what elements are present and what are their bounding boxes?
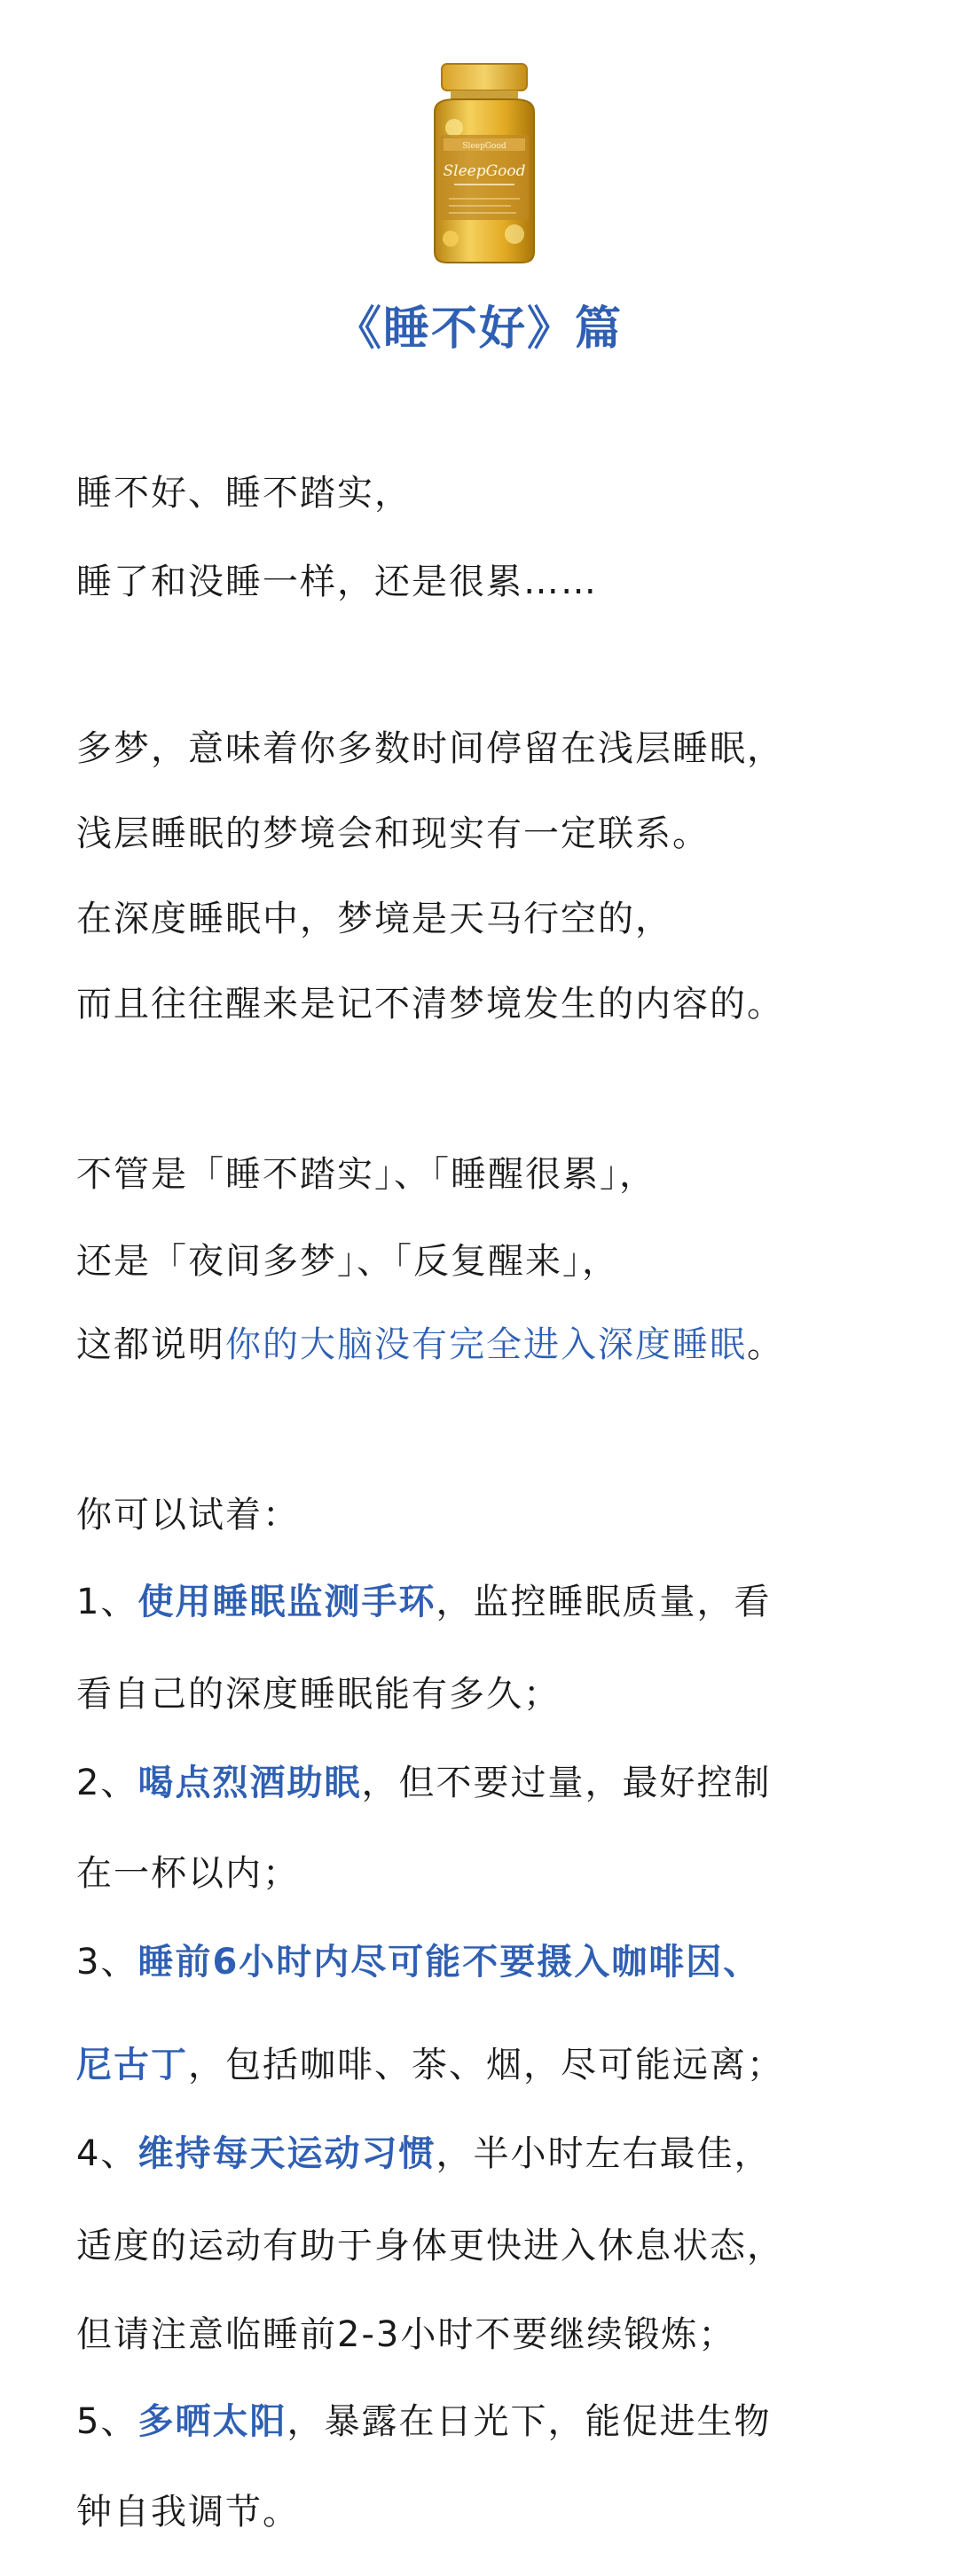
conclusion-highlight: 你的大脑没有完全进入深度睡眠 <box>225 1324 747 1365</box>
tip-text: ，暴露在日光下，能促进生物 <box>287 2401 772 2442</box>
tip-4 <box>76 2125 771 2176</box>
tip-1-cont: 看自己的深度睡眠能有多久； <box>76 1674 561 1715</box>
bottle-brand-text: SleepGood <box>443 162 526 180</box>
tip-text: ，包括咖啡、茶、烟，尽可能远离； <box>188 2045 784 2085</box>
tips-intro: 你可以试着： <box>76 1495 300 1535</box>
tip-2-cont: 在一杯以内； <box>76 1853 300 1894</box>
tip-1 <box>76 1574 771 1624</box>
tip-highlight: 尼古丁 <box>76 2045 188 2085</box>
tip-number: 4、 <box>76 2133 138 2174</box>
tip-highlight: 睡前6小时内尽可能不要摄入咖啡因、 <box>137 1942 761 1983</box>
tip-5-cont: 钟自我调节。 <box>76 2492 300 2533</box>
tip-text: ，半小时左右最佳， <box>436 2133 772 2174</box>
tip-3 <box>76 1934 760 1984</box>
tip-highlight: 使用睡眠监测手环 <box>137 1582 436 1622</box>
conclusion-line <box>76 1316 784 1367</box>
tip-text: ，监控睡眠质量，看 <box>436 1582 772 1622</box>
tip-highlight: 维持每天运动习惯 <box>137 2133 436 2174</box>
tip-3-cont <box>76 2037 784 2087</box>
bottle-small-label: SleepGood <box>462 142 506 151</box>
body-line: 睡不好、睡不踏实， <box>76 473 412 514</box>
tip-highlight: 喝点烈酒助眠 <box>137 1763 362 1803</box>
tip-4-cont: 但请注意临睡前2-3小时不要继续锻炼； <box>76 2314 736 2355</box>
body-line: 浅层睡眠的梦境会和现实有一定联系。 <box>76 813 710 854</box>
tip-number: 5、 <box>76 2401 138 2442</box>
conclusion-prefix: 这都说明 <box>76 1324 225 1365</box>
tip-highlight: 多晒太阳 <box>137 2401 287 2442</box>
tip-2 <box>76 1755 771 1805</box>
tip-number: 3、 <box>76 1942 138 1983</box>
sleepgood-bottle-logo <box>419 57 550 270</box>
body-line: 不管是「睡不踏实」、「睡醒很累」， <box>76 1154 656 1195</box>
body-line: 还是「夜间多梦」、「反复醒来」， <box>76 1241 619 1282</box>
body-line: 多梦，意味着你多数时间停留在浅层睡眠， <box>76 728 784 769</box>
tip-number: 1、 <box>76 1582 138 1622</box>
tip-5 <box>76 2393 771 2444</box>
page-title: 《睡不好》篇 <box>334 302 623 356</box>
body-line: 而且往往醒来是记不清梦境发生的内容的。 <box>76 984 784 1025</box>
body-line: 睡了和没睡一样，还是很累…… <box>76 562 598 602</box>
tip-4-cont: 适度的运动有助于身体更快进入休息状态， <box>76 2226 784 2266</box>
tip-text: ，但不要过量，最好控制 <box>361 1763 772 1803</box>
conclusion-suffix: 。 <box>747 1324 784 1365</box>
body-line: 在深度睡眠中，梦境是天马行空的， <box>76 899 672 939</box>
tip-number: 2、 <box>76 1763 138 1803</box>
